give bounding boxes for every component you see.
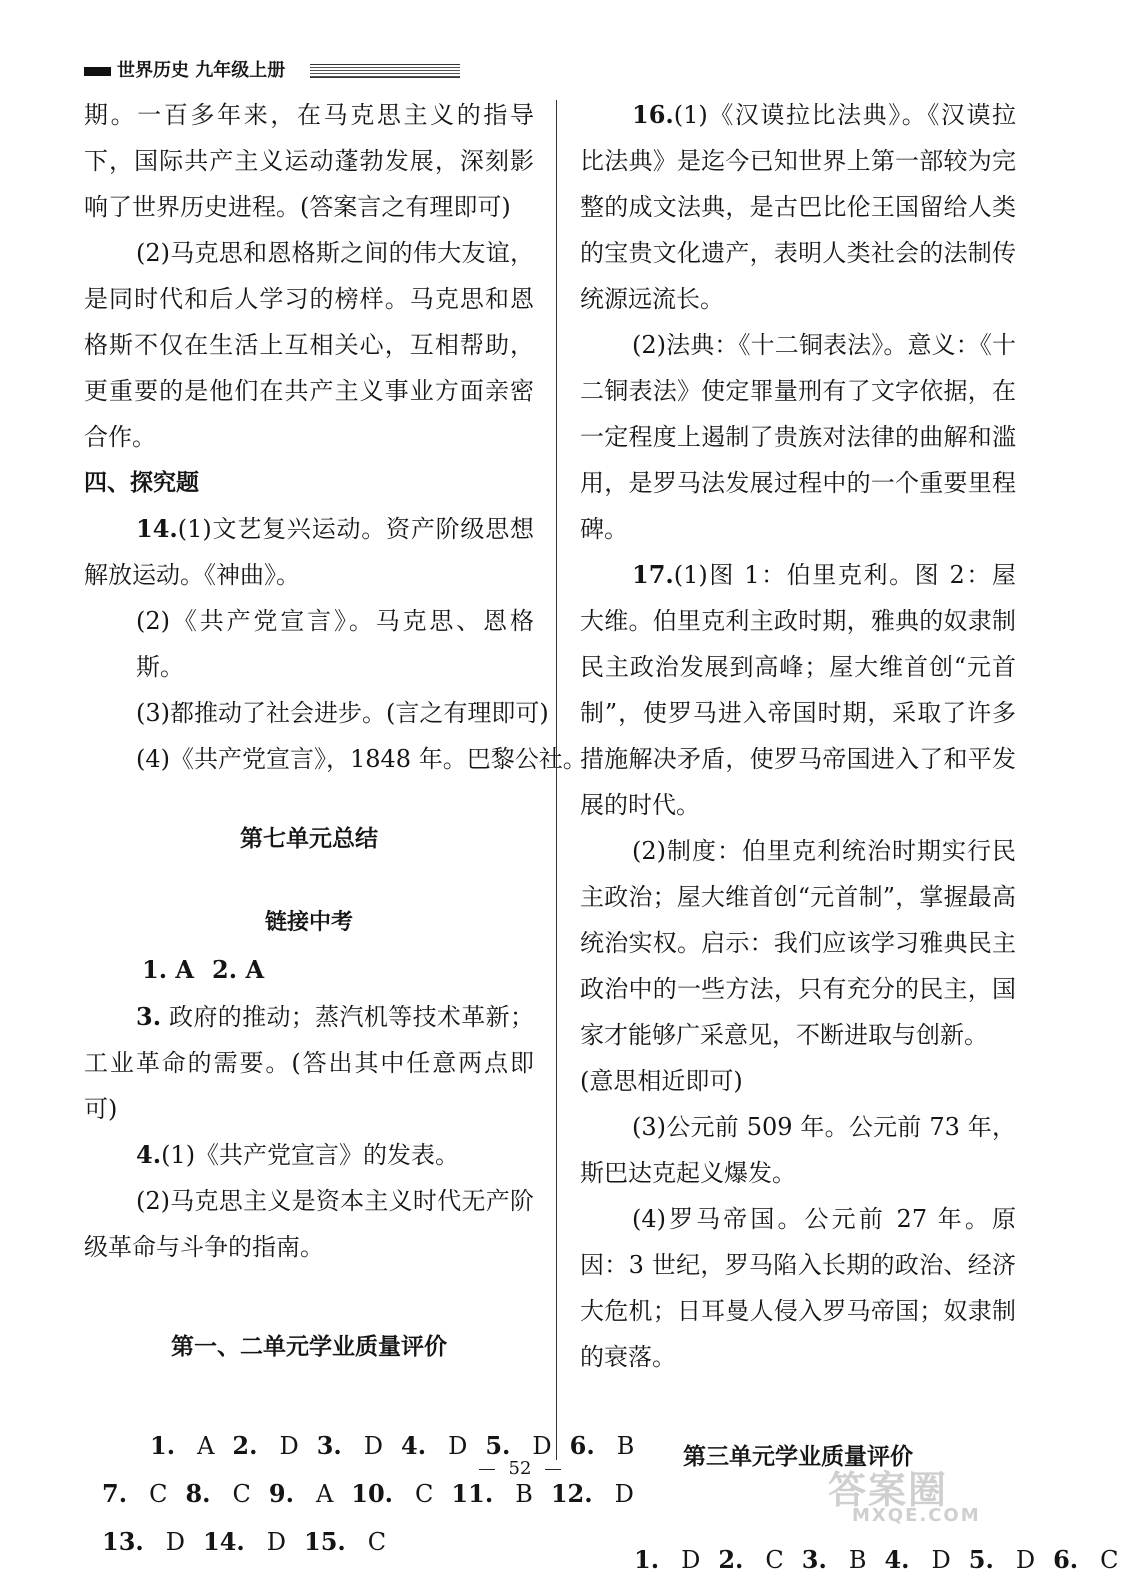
answer-key-choice: C — [765, 1546, 784, 1574]
watermark-text: 答案圈 — [828, 1468, 949, 1512]
answer-key-item — [884, 1546, 950, 1574]
answer-link-3: 3. 政府的推动；蒸汽机等技术革新；工业革命的需要。(答出其中任意两点即可) — [84, 1002, 534, 1123]
running-header — [84, 58, 464, 84]
unit12-answer-key — [84, 1422, 635, 1566]
answer-key-choice: B — [848, 1546, 867, 1574]
answer-key-number: 5. — [485, 1431, 511, 1460]
answer-key-choice: D — [165, 1528, 186, 1556]
answer-key-number: 8. — [185, 1479, 211, 1508]
section-heading-inquiry: 四、探究题 — [84, 470, 199, 496]
answer-key-item — [1053, 1546, 1118, 1574]
answer-key-choice: D — [1015, 1546, 1036, 1574]
answer-17-3: (3)公元前 509 年。公元前 73 年，斯巴达克起义爆发。 — [580, 1113, 1016, 1187]
answer-key-number: 1. — [634, 1545, 660, 1574]
answer-key-item — [203, 1528, 286, 1556]
unit3-answer-key — [580, 1536, 1119, 1584]
answer-key-number: 11. — [451, 1479, 494, 1508]
answer-key-number: 13. — [102, 1527, 144, 1556]
answer-key-number: 6. — [1053, 1545, 1079, 1574]
answer-key-number: 3. — [801, 1545, 827, 1574]
answer-key-number: 9. — [268, 1479, 294, 1508]
answer-key-item — [351, 1480, 433, 1508]
answer-17-1: 17.(1)图 1：伯里克利。图 2：屋大维。伯里克利主政时期，雅典的奴隶制民主政治发展到高峰；屋大维首创“元首制”，使罗马进入帝国时期，采取了许多措施解决矛盾，使罗马帝国进入了和平发展的时代。 — [580, 560, 1016, 819]
header-title: 世界历史 九年级上册 — [117, 60, 286, 81]
answer-key-row-3 — [84, 1518, 534, 1566]
header-bar-mark — [84, 67, 111, 76]
answer-link-4-1: 4.(1)《共产党宣言》的发表。 — [136, 1140, 460, 1169]
answer-key-number: 14. — [203, 1527, 245, 1556]
answer-key-number: 5. — [968, 1545, 994, 1574]
answer-key-choice: D — [614, 1480, 634, 1508]
answer-17-2-note: (意思相近即可) — [580, 1067, 743, 1095]
footer-dash-right — [545, 1469, 561, 1470]
answer-key-item — [802, 1546, 867, 1574]
answer-key-choice: C — [415, 1480, 434, 1508]
answer-key-item — [269, 1480, 333, 1508]
answer-key-choice: D — [681, 1546, 701, 1574]
footer-dash-left — [479, 1469, 495, 1470]
answer-key-item — [718, 1546, 783, 1574]
answer-key-item — [185, 1480, 250, 1508]
answer-key-choice: D — [532, 1432, 552, 1460]
answer-key-choice: C — [149, 1480, 168, 1508]
answer-key-number: 4. — [401, 1431, 427, 1460]
answer-key-number: 15. — [304, 1527, 346, 1556]
answer-key-number: 2. — [718, 1545, 744, 1574]
page-number: 52 — [508, 1458, 532, 1479]
unit12-evaluation-heading: 第一、二单元学业质量评价 — [171, 1334, 447, 1360]
question-number-16: 16. — [632, 100, 674, 129]
answer-key-choice: C — [367, 1528, 387, 1556]
answer-key-item — [304, 1528, 386, 1556]
answer-continuation: 期。一百多年来，在马克思主义的指导下，国际共产主义运动蓬勃发展，深刻影响了世界历史进程。(答案言之有理即可) — [84, 101, 534, 221]
answer-key-number: 4. — [884, 1545, 910, 1574]
answer-14-4: (4)《共产党宣言》，1848 年。巴黎公社。 — [136, 745, 587, 773]
answer-key-choice: B — [616, 1432, 635, 1460]
left-column — [84, 92, 635, 1566]
answer-14-1: 14.(1)文艺复兴运动。资产阶级思想解放运动。《神曲》。 — [84, 514, 534, 589]
answer-17-2: (2)制度：伯里克利统治时期实行民主政治；屋大维首创“元首制”，掌握最高统治实权。启示：我们应该学习雅典民主政治中的一些方法，只有充分的民主，国家才能够广采意见，不断进取与创新。 — [580, 837, 1016, 1049]
question-number-14: 14. — [136, 514, 178, 543]
answer-14-2: (2)《共产党宣言》。马克思、恩格斯。 — [136, 607, 534, 681]
answer-key-number: 10. — [351, 1479, 394, 1508]
answer-key-number: 7. — [102, 1479, 128, 1508]
link-exam-heading: 链接中考 — [264, 910, 353, 935]
answer-key-item — [102, 1528, 185, 1556]
answer-16-2: (2)法典：《十二铜表法》。意义：《十二铜表法》使定罪量刑有了文字依据，在一定程度上遏制了贵族对法律的曲解和滥用，是罗马法发展过程中的一个重要里程碑。 — [580, 331, 1016, 543]
answer-13-2: (2)马克思和恩格斯之间的伟大友谊，是同时代和后人学习的榜样。马克思和恩格斯不仅在生活上互相关心，互相帮助，更重要的是他们在共产主义事业方面亲密合作。 — [84, 239, 534, 451]
answer-key-item — [451, 1480, 532, 1508]
question-number-17: 17. — [632, 560, 674, 589]
answer-key-number: 2. — [232, 1431, 258, 1460]
answer-link-4-2: (2)马克思主义是资本主义时代无产阶级革命与斗争的指南。 — [84, 1187, 534, 1261]
answer-key-number: 3. — [316, 1431, 342, 1460]
answer-14-3: (3)都推动了社会进步。(言之有理即可) — [136, 699, 549, 727]
answer-key-choice: B — [515, 1480, 533, 1508]
answer-key-choice: C — [232, 1480, 251, 1508]
answer-key-item — [102, 1480, 167, 1508]
header-hatch-decoration — [310, 64, 460, 78]
watermark-logo — [828, 1470, 1018, 1526]
answer-key-choice: A — [315, 1480, 334, 1508]
answer-key-choice: D — [266, 1528, 287, 1556]
answer-key-number: 1. — [150, 1431, 176, 1460]
unit7-summary-heading: 第七单元总结 — [240, 826, 378, 852]
unit3-evaluation-heading: 第三单元学业质量评价 — [683, 1444, 913, 1470]
answer-key-number: 6. — [569, 1431, 595, 1460]
watermark-url: MXQE.COM — [852, 1505, 981, 1526]
answer-key-choice: D — [448, 1432, 468, 1460]
answer-16-1: 16.(1)《汉谟拉比法典》。《汉谟拉比法典》是迄今已知世界上第一部较为完整的成文法典，是古巴比伦王国留给人类的宝贵文化遗产，表明人类社会的法制传统源远流长。 — [580, 100, 1016, 313]
answer-key-choice: D — [363, 1432, 384, 1460]
answer-key-choice: C — [1100, 1546, 1119, 1574]
link-exam-answers-1-2: 1. A 2. A — [142, 955, 265, 984]
answer-key-choice: D — [931, 1546, 951, 1574]
answer-key-item — [969, 1546, 1035, 1574]
answer-key-number: 12. — [550, 1479, 593, 1508]
answer-key-choice: D — [279, 1432, 299, 1460]
answer-key-item — [634, 1546, 700, 1574]
right-column — [580, 92, 1119, 1584]
answer-17-4: (4)罗马帝国。公元前 27 年。原因：3 世纪，罗马陷入长期的政治、经济大危机；日耳曼人侵入罗马帝国；奴隶制的衰落。 — [580, 1205, 1016, 1371]
answer-key-choice: A — [197, 1432, 215, 1460]
